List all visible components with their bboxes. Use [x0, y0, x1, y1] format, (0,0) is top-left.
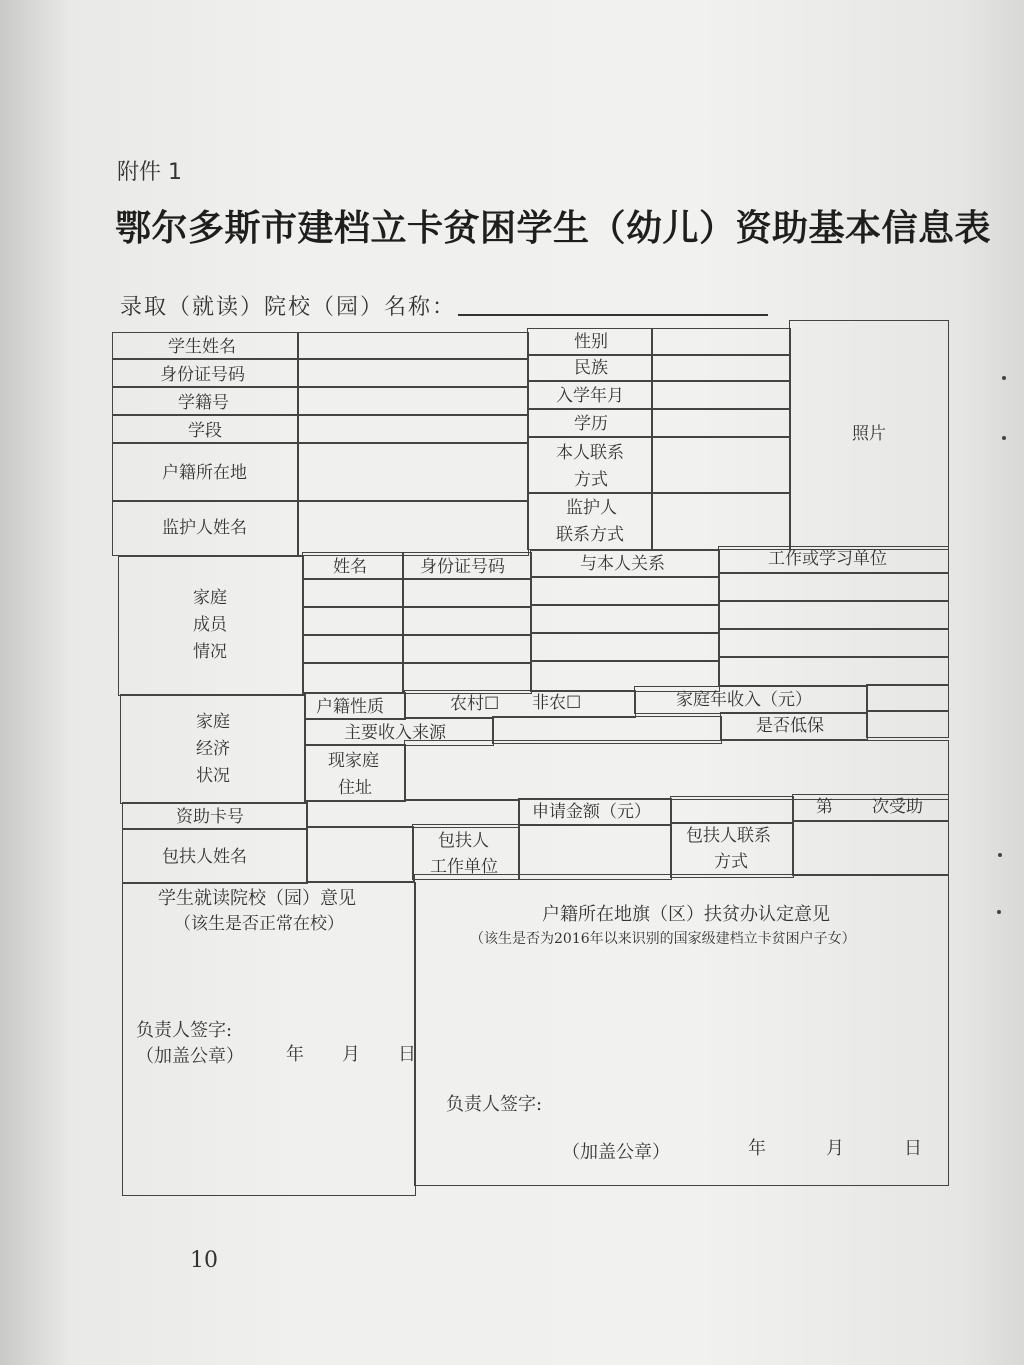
office-signature-label: 负责人签字: — [446, 1094, 543, 1115]
family-label-2: 成员 — [193, 615, 227, 635]
amount-field[interactable] — [670, 796, 794, 824]
family-row-2-work[interactable] — [718, 600, 949, 630]
helper-contact-field[interactable] — [792, 820, 949, 876]
family-row-2-name[interactable] — [302, 606, 404, 636]
family-col-name-label: 姓名 — [333, 557, 367, 577]
address-field[interactable] — [404, 740, 949, 800]
helper-unit-line1: 包扶人 — [438, 831, 489, 851]
guardian-label: 监护人姓名 — [162, 518, 247, 538]
helper-name-field[interactable] — [306, 826, 414, 882]
low-income-label: 是否低保 — [756, 716, 824, 736]
guardian-contact-line1: 监护人 — [566, 498, 617, 518]
enroll-field[interactable] — [651, 380, 791, 410]
guardian-contact-line2: 联系方式 — [556, 525, 624, 545]
gender-field[interactable] — [651, 328, 791, 356]
family-row-2-relation[interactable] — [530, 604, 720, 634]
ethnic-field[interactable] — [651, 354, 791, 382]
stage-label: 学段 — [188, 421, 222, 441]
school-name-field[interactable] — [458, 314, 768, 316]
enroll-label: 入学年月 — [556, 386, 624, 406]
helper-unit-line2: 工作单位 — [430, 857, 498, 877]
contact-label-line1: 本人联系 — [556, 443, 624, 463]
student-no-label: 学籍号 — [178, 393, 229, 413]
income-source-label: 主要收入来源 — [344, 723, 446, 743]
student-name-field[interactable] — [297, 332, 529, 360]
contact-field[interactable] — [651, 436, 791, 494]
helper-name-label: 包扶人姓名 — [162, 847, 247, 867]
income-field[interactable] — [866, 684, 949, 712]
form-title: 鄂尔多斯市建档立卡贫困学生（幼儿）资助基本信息表 — [115, 208, 992, 249]
economy-label-2: 经济 — [196, 739, 230, 759]
family-row-1-relation[interactable] — [530, 576, 720, 606]
id-field[interactable] — [297, 358, 529, 388]
family-col-id-label: 身份证号码 — [420, 557, 505, 577]
address-label-1: 现家庭 — [328, 751, 379, 771]
times-suffix: 次受助 — [872, 797, 923, 817]
family-label-1: 家庭 — [193, 588, 227, 608]
gender-label: 性别 — [574, 332, 608, 352]
punch-hole-mark — [997, 910, 1001, 914]
family-row-4-name[interactable] — [302, 662, 404, 694]
school-opinion-title: 学生就读院校（园）意见 — [158, 888, 356, 909]
helper-contact-line2: 方式 — [714, 852, 748, 872]
edu-field[interactable] — [651, 408, 791, 438]
guardian-field[interactable] — [297, 500, 529, 556]
school-signature-label: 负责人签字: — [136, 1020, 233, 1041]
contact-label-line2: 方式 — [574, 470, 608, 490]
family-row-2-id[interactable] — [402, 606, 532, 636]
helper-unit-field[interactable] — [518, 824, 672, 880]
family-row-3-name[interactable] — [302, 634, 404, 664]
amount-label: 申请金额（元） — [532, 802, 651, 822]
times-prefix: 第 — [816, 797, 833, 817]
family-row-3-relation[interactable] — [530, 632, 720, 662]
student-no-field[interactable] — [297, 386, 529, 416]
office-seal-label: （加盖公章） — [562, 1142, 670, 1163]
hukou-label: 户籍所在地 — [162, 463, 247, 483]
hukou-type-label: 户籍性质 — [316, 697, 384, 717]
punch-hole-mark — [998, 853, 1002, 857]
helper-contact-line1: 包扶人联系 — [686, 826, 771, 846]
school-date: 年 月 日 — [286, 1044, 426, 1065]
guardian-contact-field[interactable] — [651, 492, 791, 550]
student-name-label: 学生姓名 — [168, 337, 236, 357]
school-opinion-subtitle: （该生是否正常在校） — [174, 914, 344, 934]
family-row-3-work[interactable] — [718, 628, 949, 658]
office-opinion-title: 户籍所在地旗（区）扶贫办认定意见 — [542, 904, 830, 925]
aid-card-label: 资助卡号 — [176, 807, 244, 827]
photo-label: 照片 — [852, 424, 886, 444]
family-row-1-name[interactable] — [302, 578, 404, 608]
punch-hole-mark — [1002, 376, 1006, 380]
economy-label-1: 家庭 — [196, 712, 230, 732]
attachment-label: 附件 1 — [117, 160, 182, 185]
ethnic-label: 民族 — [574, 358, 608, 378]
family-label-3: 情况 — [193, 642, 227, 662]
page-number: 10 — [190, 1248, 218, 1273]
office-opinion-subtitle: （该生是否为2016年以来识别的国家级建档立卡贫困户子女） — [470, 931, 856, 947]
family-row-4-work[interactable] — [718, 656, 949, 686]
family-row-1-work[interactable] — [718, 572, 949, 602]
income-label: 家庭年收入（元） — [676, 690, 812, 710]
nonrural-checkbox[interactable]: 非农☐ — [532, 693, 582, 713]
school-name-label: 录取（就读）院校（园）名称： — [120, 295, 457, 320]
school-seal-label: （加盖公章） — [136, 1046, 244, 1067]
id-label: 身份证号码 — [160, 365, 245, 385]
stage-field[interactable] — [297, 414, 529, 444]
edu-label: 学历 — [574, 414, 608, 434]
family-col-relation-label: 与本人关系 — [580, 554, 665, 574]
family-col-work-label: 工作或学习单位 — [768, 549, 887, 569]
office-date: 年 月 日 — [748, 1138, 930, 1159]
address-label-2: 住址 — [338, 778, 372, 798]
hukou-type-options-cell — [404, 690, 636, 718]
punch-hole-mark — [1002, 436, 1006, 440]
rural-checkbox[interactable]: 农村☐ — [450, 694, 500, 714]
family-row-1-id[interactable] — [402, 578, 532, 608]
hukou-field[interactable] — [297, 442, 529, 502]
economy-label-3: 状况 — [196, 766, 230, 786]
family-row-3-id[interactable] — [402, 634, 532, 664]
low-income-field[interactable] — [866, 710, 949, 738]
